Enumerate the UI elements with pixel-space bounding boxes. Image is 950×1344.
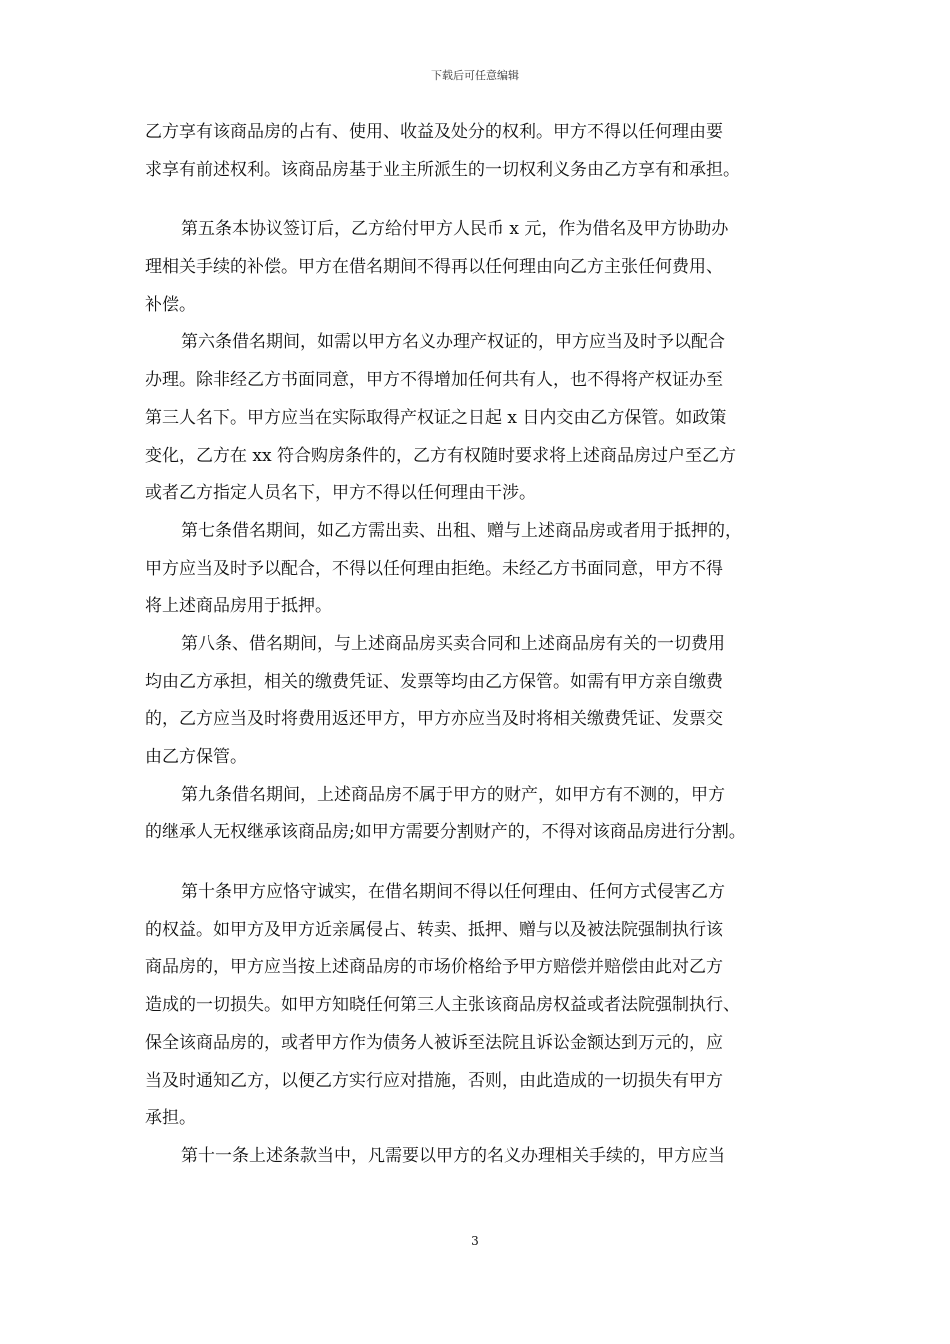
- text-line: 第八条、借名期间，与上述商品房买卖合同和上述商品房有关的一切费用: [181, 633, 725, 654]
- text-line: 变化，乙方在 xx 符合购房条件的，乙方有权随时要求将上述商品房过户至乙方: [145, 445, 736, 466]
- text-line: 的继承人无权继承该商品房;如甲方需要分割财产的，不得对该商品房进行分割。: [145, 822, 746, 843]
- paragraph-article-10: [145, 874, 817, 1138]
- text-line: 保全该商品房的，或者甲方作为债务人被诉至法院且诉讼金额达到万元的，应: [145, 1032, 723, 1053]
- header-note: 下载后可任意编辑: [431, 69, 519, 82]
- paragraph-article-7: [145, 513, 817, 626]
- text-line: 将上述商品房用于抵押。: [145, 596, 332, 617]
- text-line: 商品房的，甲方应当按上述商品房的市场价格给予甲方赔偿并赔偿由此对乙方: [145, 957, 723, 978]
- paragraph: [145, 114, 817, 189]
- text-line: 第十一条上述条款当中，凡需要以甲方的名义办理相关手续的，甲方应当: [181, 1145, 725, 1166]
- document-body: [145, 114, 817, 1176]
- text-line: 理相关手续的补偿。甲方在借名期间不得再以任何理由向乙方主张任何费用、: [145, 257, 723, 278]
- text-line: 由乙方保管。: [145, 747, 247, 767]
- text-line: 均由乙方承担，相关的缴费凭证、发票等均由乙方保管。如需有甲方亲自缴费: [145, 671, 723, 692]
- paragraph-article-6: [145, 324, 817, 512]
- text-line: 甲方应当及时予以配合，不得以任何理由拒绝。未经乙方书面同意，甲方不得: [145, 558, 723, 579]
- paragraph-article-11: [145, 1138, 817, 1176]
- paragraph-spacer: [145, 189, 817, 211]
- text-line: 的，乙方应当及时将费用返还甲方，甲方亦应当及时将相关缴费凭证、发票交: [145, 709, 723, 730]
- paragraph-spacer: [145, 852, 817, 874]
- text-line: 当及时通知乙方，以便乙方实行应对措施，否则，由此造成的一切损失有甲方: [145, 1070, 723, 1091]
- text-line: 造成的一切损失。如甲方知晓任何第三人主张该商品房权益或者法院强制执行、: [145, 995, 740, 1016]
- text-line: 第三人名下。甲方应当在实际取得产权证之日起 x 日内交由乙方保管。如政策: [145, 407, 727, 428]
- text-line: 第十条甲方应恪守诚实，在借名期间不得以任何理由、任何方式侵害乙方: [181, 882, 725, 903]
- page-number: 3: [471, 1234, 479, 1248]
- text-line: 第六条借名期间，如需以甲方名义办理产权证的，甲方应当及时予以配合: [181, 332, 725, 353]
- text-line: 乙方享有该商品房的占有、使用、收益及处分的权利。甲方不得以任何理由要: [145, 122, 723, 142]
- text-line: 求享有前述权利。该商品房基于业主所派生的一切权利义务由乙方享有和承担。: [145, 159, 740, 180]
- text-line: 第九条借名期间，上述商品房不属于甲方的财产，如甲方有不测的，甲方: [181, 784, 725, 805]
- paragraph-article-8: [145, 626, 817, 777]
- text-line: 办理。除非经乙方书面同意，甲方不得增加任何共有人，也不得将产权证办至: [145, 370, 723, 391]
- text-line: 或者乙方指定人员名下，甲方不得以任何理由干涉。: [145, 483, 536, 504]
- text-line: 的权益。如甲方及甲方近亲属侵占、转卖、抵押、赠与以及被法院强制执行该: [145, 919, 723, 940]
- text-line: 承担。: [145, 1108, 196, 1129]
- text-line: 第五条本协议签订后，乙方给付甲方人民币 x 元，作为借名及甲方协助办: [181, 219, 729, 240]
- paragraph-article-5: [145, 211, 817, 324]
- text-line: 第七条借名期间，如乙方需出卖、出租、赠与上述商品房或者用于抵押的，: [181, 520, 742, 541]
- text-line: 补偿。: [145, 294, 196, 315]
- paragraph-article-9: [145, 777, 817, 852]
